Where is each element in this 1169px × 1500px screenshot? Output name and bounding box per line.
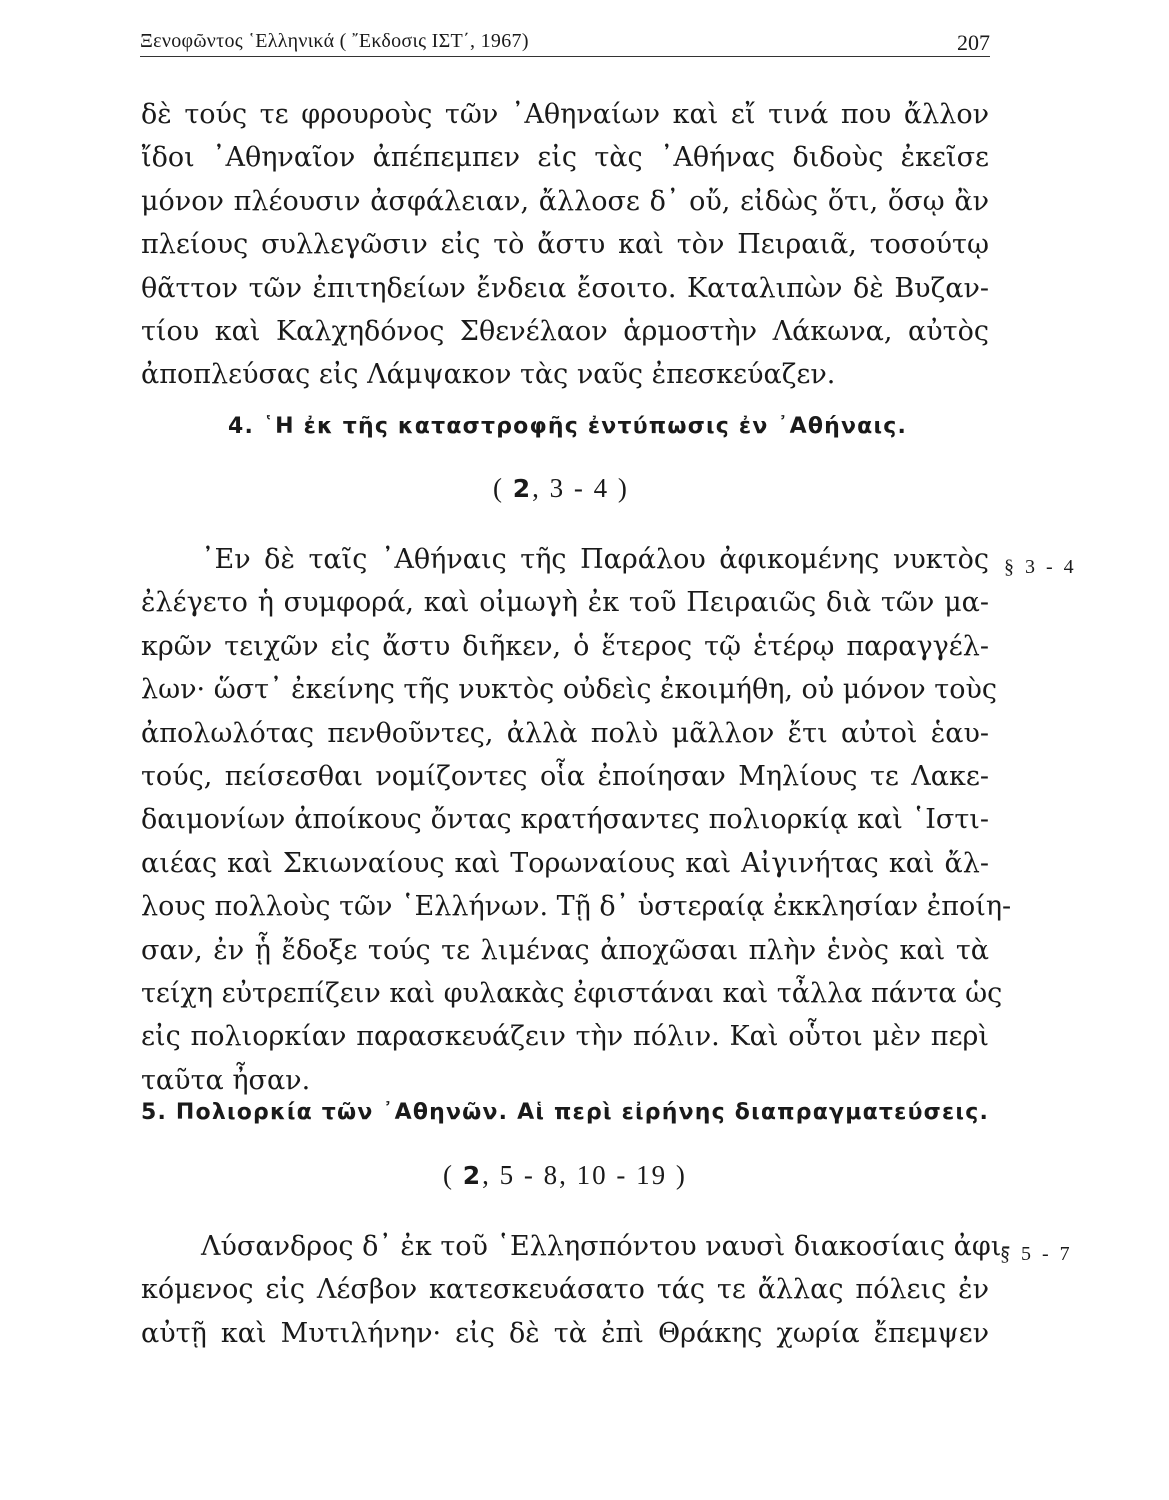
text-line: ἐλέγετο ἡ συμφορά, καὶ οἰμωγὴ ἐκ τοῦ Πειραιῶς διὰ τῶν μα-	[141, 587, 989, 619]
text-line: ἴδοι ᾿Αθηναῖον ἀπέπεμπεν εἰς τὰς ᾿Αθήνας διδοὺς ἐκεῖσε	[141, 142, 989, 174]
text-line: αιέας καὶ Σκιωναίους καὶ Τορωναίους καὶ Αἰγινήτας καὶ ἄλ-	[141, 847, 989, 879]
ref-open-paren: (	[443, 1160, 454, 1190]
text-line: κόμενος εἰς Λέσβον κατεσκευάσατο τάς τε ἄλλας πόλεις ἐν	[141, 1274, 989, 1306]
text-line: αὐτῇ καὶ Μυτιλήνην· εἰς δὲ τὰ ἐπὶ Θράκης χωρία ἔπεμψεν	[141, 1317, 989, 1349]
text-line: λων· ὥστ᾿ ἐκείνης τῆς νυκτὸς οὐδεὶς ἐκοιμήθη, οὐ μόνον τοὺς	[141, 674, 997, 706]
section-reference-5	[443, 1160, 687, 1191]
text-line: πλείους συλλεγῶσιν εἰς τὸ ἄστυ καὶ τὸν Πειραιᾶ, τοσούτῳ	[141, 229, 989, 261]
margin-note-section-5: § 5 - 7	[1000, 1243, 1073, 1265]
text-line: κρῶν τειχῶν εἰς ἄστυ διῆκεν, ὁ ἕτερος τῷ ἑτέρῳ παραγγέλ-	[141, 630, 989, 662]
running-header	[140, 18, 990, 58]
text-line: τούς, πείσεσθαι νομίζοντες οἷα ἐποίησαν Μηλίους τε Λακε-	[141, 760, 989, 792]
text-line: ἀποπλεύσας εἰς Λάμψακον τὰς ναῦς ἐπεσκεύαζεν.	[141, 359, 836, 391]
text-line: Λύσανδρος δ᾿ ἐκ τοῦ ῾Ελλησπόντου ναυσὶ διακοσίαις ἀφι-	[201, 1231, 1011, 1262]
text-line: σαν, ἐν ᾗ ἔδοξε τούς τε λιμένας ἀποχῶσαι πλὴν ἑνὸς καὶ τὰ	[141, 934, 989, 966]
text-line: ταῦτα ἦσαν.	[141, 1064, 311, 1096]
ref-chapters: , 3 - 4	[532, 473, 610, 503]
paragraph-section-4	[141, 538, 1012, 1102]
section-heading-4: 4. ῾Η ἐκ τῆς καταστροφῆς ἐντύπωσις ἐν ᾿Αθήναις.	[228, 414, 908, 439]
text-line: δὲ τούς τε φρουροὺς τῶν ᾿Αθηναίων καὶ εἴ τινά που ἄλλον	[141, 99, 989, 130]
text-line: δαιμονίων ἀποίκους ὄντας κρατήσαντες πολιορκίᾳ καὶ ῾Ιστι-	[141, 804, 989, 836]
ref-book-number: 2	[512, 474, 533, 503]
paragraph-continued	[141, 93, 989, 397]
ref-chapters: , 5 - 8, 10 - 19	[482, 1160, 668, 1190]
ref-book-number: 2	[462, 1161, 483, 1190]
ref-open-paren: (	[493, 473, 504, 503]
section-reference-4	[493, 473, 629, 504]
header-title: Ξενοφῶντος ῾Ελληνικά ( ῎Εκδοσις ΙΣΤ΄, 1967)	[140, 30, 529, 52]
ref-close-paren: )	[675, 1160, 687, 1190]
margin-note-section-4: § 3 - 4	[1004, 556, 1077, 578]
text-line: τείχη εὐτρεπίζειν καὶ φυλακὰς ἐφιστάναι καὶ τἆλλα πάντα ὡς	[141, 977, 1003, 1009]
section-heading-5: 5. Πολιορκία τῶν ᾿Αθηνῶν. Αἱ περὶ εἰρήνης διαπραγματεύσεις.	[141, 1100, 990, 1125]
page-number: 207	[957, 30, 990, 55]
text-line: ἀπολωλότας πενθοῦντες, ἀλλὰ πολὺ μᾶλλον ἔτι αὐτοὶ ἑαυ-	[141, 717, 989, 749]
text-line: θᾶττον τῶν ἐπιτηδείων ἔνδεια ἔσοιτο. Καταλιπὼν δὲ Βυζαν-	[141, 272, 989, 304]
text-line: λους πολλοὺς τῶν ῾Ελλήνων. Τῇ δ᾿ ὑστεραίᾳ ἐκκλησίαν ἐποίη-	[141, 891, 1012, 923]
header-rule	[140, 56, 990, 57]
paragraph-section-5	[141, 1225, 1011, 1355]
text-line: εἰς πολιορκίαν παρασκευάζειν τὴν πόλιν. Καὶ οὗτοι μὲν περὶ	[141, 1021, 989, 1053]
text-line: μόνον πλέουσιν ἀσφάλειαν, ἄλλοσε δ᾿ οὔ, εἰδὼς ὅτι, ὅσῳ ἂν	[141, 185, 989, 217]
text-line: τίου καὶ Καλχηδόνος Σθενέλαον ἁρμοστὴν Λάκωνα, αὐτὸς	[141, 315, 989, 347]
ref-close-paren: )	[617, 473, 629, 503]
text-line: ᾿Εν δὲ ταῖς ᾿Αθήναις τῆς Παράλου ἀφικομένης νυκτὸς	[201, 544, 989, 575]
